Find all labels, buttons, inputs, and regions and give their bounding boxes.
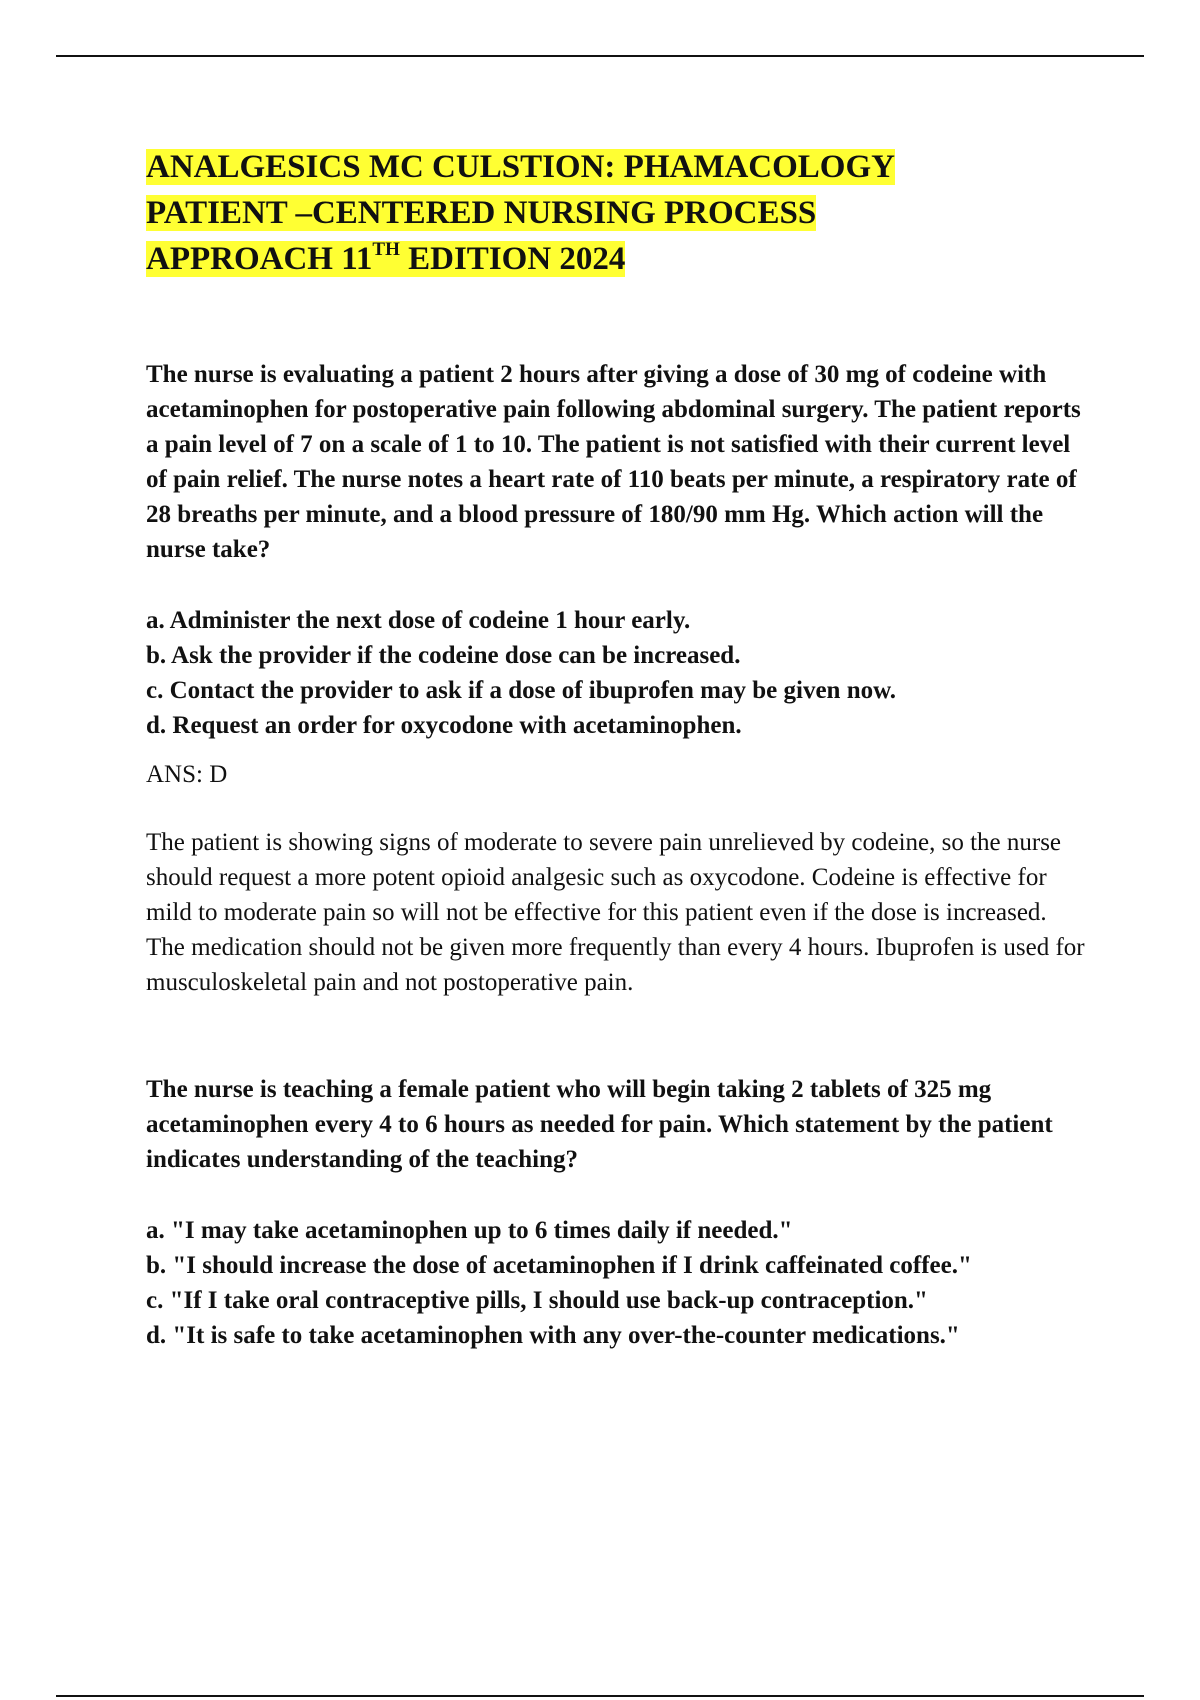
title-line-3-pre: APPROACH 11 xyxy=(146,241,373,277)
question-2-option-b: b. "I should increase the dose of acetaminophen if I drink caffeinated coffee." xyxy=(146,1252,972,1279)
question-2-option-d: d. "It is safe to take acetaminophen with any over-the-counter medications." xyxy=(146,1322,960,1349)
question-2-option-a: a. "I may take acetaminophen up to 6 times daily if needed." xyxy=(146,1217,793,1244)
question-1-option-a: a. Administer the next dose of codeine 1 hour early. xyxy=(146,607,691,634)
question-1-option-b: b. Ask the provider if the codeine dose can be increased. xyxy=(146,642,741,669)
question-2-stem: The nurse is teaching a female patient who will begin taking 2 tablets of 325 mg acetaminophen every 4 to 6 hours as needed for pain. Which statement by the patient indicates understanding of the teaching? xyxy=(146,1076,1053,1173)
title-line-3 xyxy=(146,241,625,277)
title-line-1: ANALGESICS MC CULSTION: PHAMACOLOGY xyxy=(146,149,895,185)
question-2-option-c: c. "If I take oral contraceptive pills, I should use back-up contraception." xyxy=(146,1287,928,1314)
question-1-rationale: The patient is showing signs of moderate to severe pain unrelieved by codeine, so the nurse should request a more potent opioid analgesic such as oxycodone. Codeine is effective for mild to moderate pain so will not be effective for this patient even if the dose is increased. The medication should not be given more frequently than every 4 hours. Ibuprofen is used for musculoskeletal pain and not postoperative pain. xyxy=(146,829,1085,996)
question-1 xyxy=(146,357,1086,1000)
title-line-3-post: EDITION 2024 xyxy=(399,241,626,277)
document-title xyxy=(146,144,1086,282)
question-1-stem: The nurse is evaluating a patient 2 hours after giving a dose of 30 mg of codeine with acetaminophen for postoperative pain following abdominal surgery. The patient reports a pain level of 7 on a scale of 1 to 10. The patient is not satisfied with their current level of pain relief. The nurse notes a heart rate of 110 beats per minute, a respiratory rate of 28 breaths per minute, and a blood pressure of 180/90 mm Hg. Which action will the nurse take? xyxy=(146,361,1081,563)
question-1-option-d: d. Request an order for oxycodone with acetaminophen. xyxy=(146,712,742,739)
bottom-rule xyxy=(56,1695,1144,1697)
question-2-options xyxy=(146,1213,1086,1353)
question-1-answer: ANS: D xyxy=(146,761,228,788)
question-1-option-c: c. Contact the provider to ask if a dose of ibuprofen may be given now. xyxy=(146,677,897,704)
title-superscript: TH xyxy=(372,239,400,260)
question-2 xyxy=(146,1072,1086,1353)
document-body xyxy=(146,144,1086,1353)
top-rule xyxy=(56,55,1144,57)
question-1-options xyxy=(146,603,1086,743)
title-line-2: PATIENT –CENTERED NURSING PROCESS xyxy=(146,195,817,231)
